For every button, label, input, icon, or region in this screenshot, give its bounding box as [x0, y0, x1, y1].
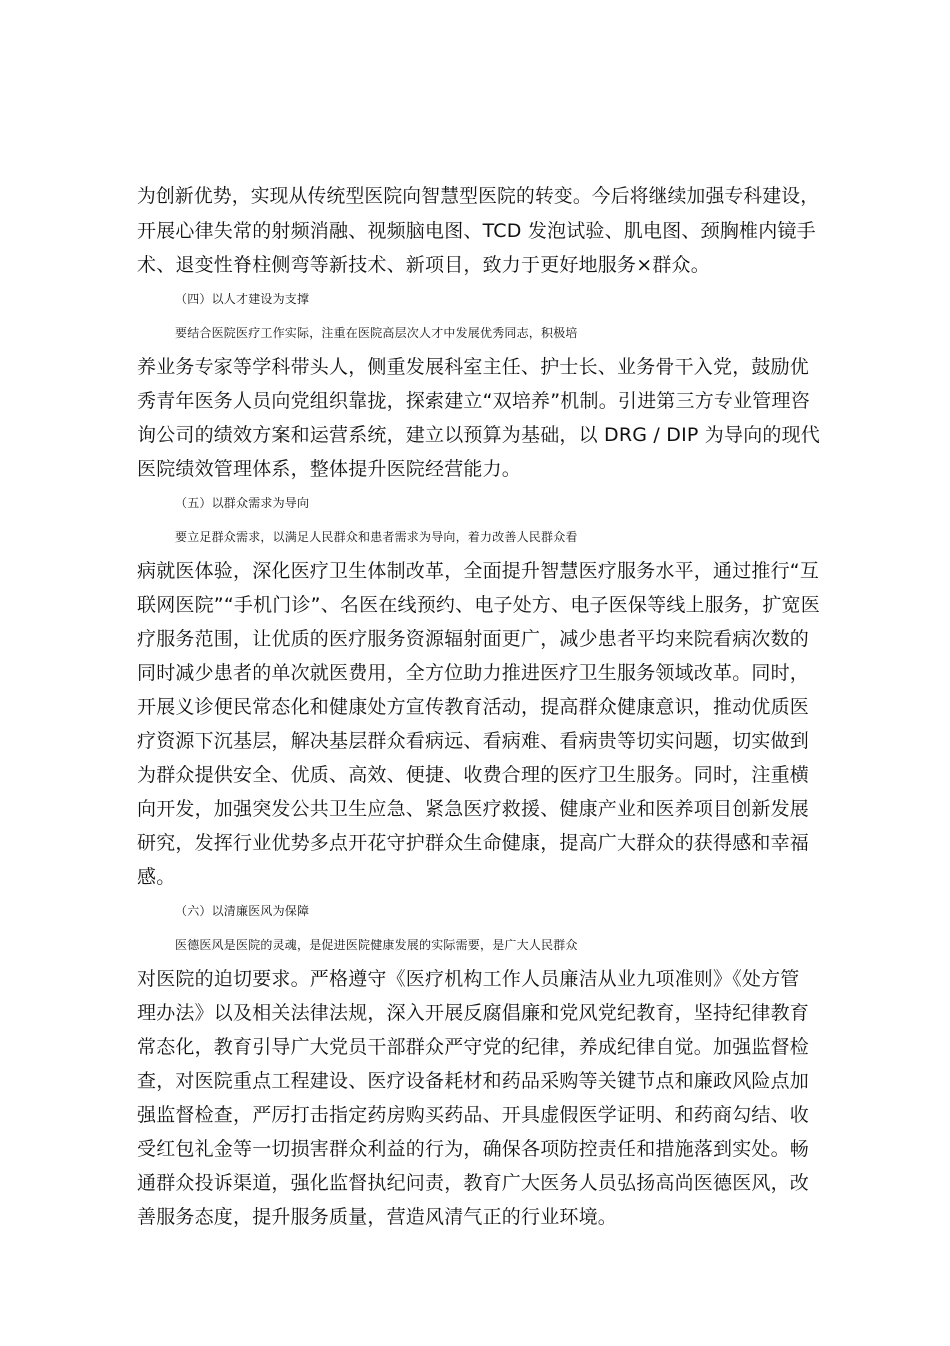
text-line: 同时减少患者的单次就医费用，全方位助力推进医疗卫生服务领域改革。同时， [137, 662, 810, 684]
text-line: 秀青年医务人员向党组织靠拢，探索建立“双培养”机制。引进第三方专业管理咨 [137, 390, 810, 412]
text-line: 对医院的迫切要求。严格遵守《医疗机构工作人员廉洁从业九项准则》《处方管 [137, 968, 800, 990]
section-heading: （六）以清廉医风为保障 [175, 904, 310, 918]
text-line: 疗资源下沉基层，解决基层群众看病远、看病难、看病贵等切实问题，切实做到 [137, 730, 810, 752]
text-line: 常态化，教育引导广大党员干部群众严守党的纪律，养成纪律自觉。加强监督检 [137, 1036, 810, 1058]
text-line: 善服务态度，提升服务质量，营造风清气正的行业环境。 [137, 1206, 618, 1228]
text-line: 理办法》以及相关法律法规，深入开展反腐倡廉和党风党纪教育，坚持纪律教育 [137, 1002, 810, 1024]
text-line: 感。 [137, 866, 176, 888]
text-line: 病就医体验，深化医疗卫生体制改革，全面提升智慧医疗服务水平，通过推行“互 [137, 560, 820, 582]
text-line: 通群众投诉渠道，强化监督执纪问责，教育广大医务人员弘扬高尚医德医风，改 [137, 1172, 810, 1194]
text-line: 受红包礼金等一切损害群众利益的行为，确保各项防控责任和措施落到实处。畅 [137, 1138, 810, 1160]
text-line: 要立足群众需求，以满足人民群众和患者需求为导向，着力改善人民群众看 [175, 530, 578, 544]
text-lines [137, 180, 827, 1234]
text-line: 术、退变性脊柱侧弯等新技术、新项目，致力于更好地服务×群众。 [137, 254, 710, 276]
text-line: 疗服务范围，让优质的医疗服务资源辐射面更广，减少患者平均来院看病次数的 [137, 628, 810, 650]
text-line: 为创新优势，实现从传统型医院向智慧型医院的转变。今后将继续加强专科建设， [137, 186, 820, 207]
text-line: 查，对医院重点工程建设、医疗设备耗材和药品采购等关键节点和廉政风险点加 [137, 1070, 810, 1092]
text-line: 医德医风是医院的灵魂，是促进医院健康发展的实际需要，是广大人民群众 [175, 938, 578, 952]
text-line: 开展义诊便民常态化和健康处方宣传教育活动，提高群众健康意识，推动优质医 [137, 696, 810, 718]
text-line: 要结合医院医疗工作实际，注重在医院高层次人才中发展优秀同志，积极培 [175, 326, 578, 340]
text-line: 强监督检查，严厉打击指定药房购买药品、开具虚假医学证明、和药商勾结、收 [137, 1104, 810, 1126]
text-line: 研究，发挥行业优势多点开花守护群众生命健康，提高广大群众的获得感和幸福 [137, 832, 810, 854]
section-heading: （四）以人才建设为支撑 [175, 292, 310, 306]
text-line: 医院绩效管理体系，整体提升医院经营能力。 [137, 458, 522, 480]
section-heading: （五）以群众需求为导向 [175, 496, 310, 510]
text-line: 养业务专家等学科带头人，侧重发展科室主任、护士长、业务骨干入党，鼓励优 [137, 356, 810, 378]
document-body [137, 180, 827, 1234]
text-line: 开展心律失常的射频消融、视频脑电图、TCD 发泡试验、肌电图、颈胸椎内镜手 [137, 220, 816, 242]
text-line: 向开发，加强突发公共卫生应急、紧急医疗救援、健康产业和医养项目创新发展 [137, 798, 810, 820]
text-line: 为群众提供安全、优质、高效、便捷、收费合理的医疗卫生服务。同时，注重横 [137, 764, 810, 786]
text-line: 询公司的绩效方案和运营系统，建立以预算为基础，以 DRG / DIP 为导向的现代 [137, 424, 821, 446]
text-line: 联网医院”“手机门诊”、名医在线预约、电子处方、电子医保等线上服务，扩宽医 [137, 594, 820, 616]
